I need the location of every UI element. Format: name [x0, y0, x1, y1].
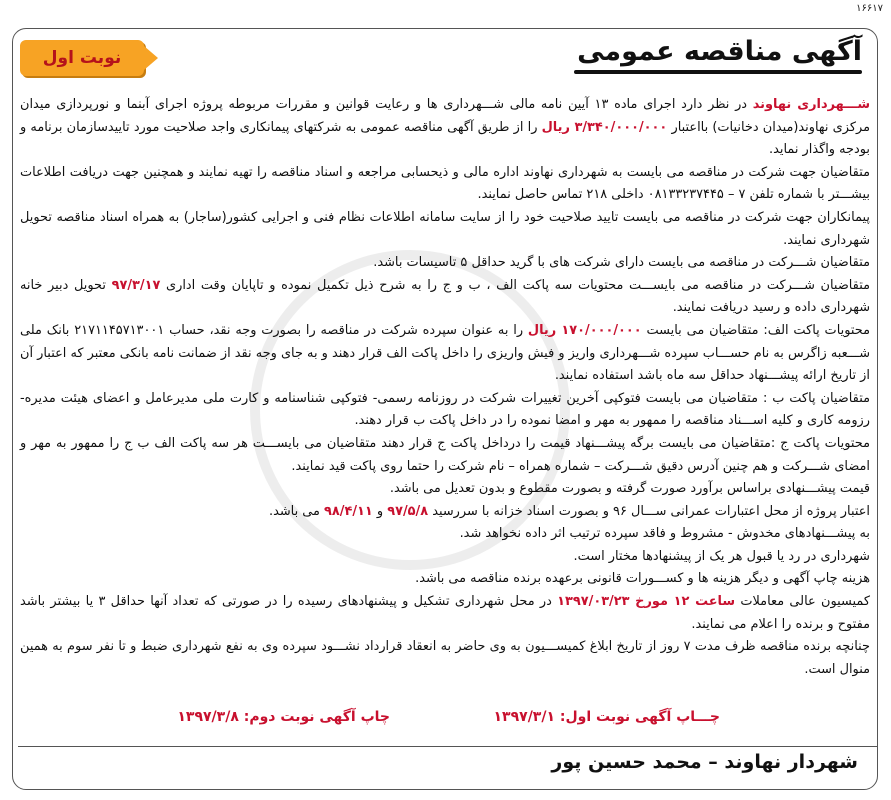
publish-dates	[20, 709, 870, 733]
paragraph-text: می باشد.	[269, 503, 325, 519]
ad-header	[20, 34, 872, 82]
highlighted-text: ۳/۳۴۰/۰۰۰/۰۰۰ ریال	[541, 119, 668, 135]
ad-paragraph	[20, 162, 870, 207]
ad-paragraph	[20, 568, 870, 591]
ad-paragraph	[20, 523, 870, 546]
signature-block	[18, 746, 878, 777]
ad-paragraph	[20, 501, 870, 524]
highlighted-text: ۹۸/۴/۱۱	[324, 503, 373, 519]
paragraph-text: هزینه چاپ آگهی و دیگر هزینه ها و کســـورات قانونی برعهده برنده مناقصه می باشد.	[415, 571, 870, 587]
signature-text: شهردار نهاوند – محمد حسین پور	[551, 751, 858, 773]
second-publish-date: چاپ آگهی نوبت دوم: ۱۳۹۷/۳/۸	[177, 709, 390, 725]
page-title: آگهی مناقصه عمومی	[577, 36, 862, 67]
highlighted-text: ۹۷/۳/۱۷	[111, 277, 161, 293]
highlighted-text: ۹۷/۵/۸	[387, 503, 429, 519]
ad-paragraph	[20, 546, 870, 569]
highlighted-text: ۱۷۰/۰۰۰/۰۰۰ ریال	[527, 322, 642, 338]
paragraph-text: قیمت پیشـــنهادی براساس برآورد صورت گرفته و بصورت مقطوع و بدون تعدیل می باشد.	[389, 481, 870, 497]
paragraph-text: متقاضیان شـــرکت در مناقصه می بایست دارای شرکت های با گرید حداقل ۵ تاسیسات باشد.	[373, 255, 870, 271]
ad-paragraph	[20, 478, 870, 501]
highlighted-text: ساعت ۱۲ مورخ ۱۳۹۷/۰۳/۲۳	[557, 594, 736, 610]
ad-paragraph	[20, 252, 870, 275]
paragraph-text: متقاضیان جهت شرکت در مناقصه می بایست به شهرداری نهاوند اداره مالی و ذیحسابی مراجعه و اسناد مناقصه را تهیه نمایند و همچنین جهت دریافت اطلاعات بیشـــتر با شماره تلفن ۷ – ۰۸۱۳۳۲۳۷۴۴۵ داخلی ۲۱۸ تماس حاصل نمایند.	[20, 164, 870, 203]
highlighted-text: شـــهرداری نهاوند	[752, 97, 870, 112]
paragraph-text: اعتبار پروژه از محل اعتبارات عمرانی ســـال ۹۶ و بصورت اسناد خزانه با سررسید	[428, 503, 870, 519]
paragraph-text: در نظر دارد اجرای ماده ۱۳ آیین نامه مالی شـــهرداری ها و رعایت قوانین و مقررات مربوطه پروژه اجرای آبنما و نورپردازی میدان مرکزی نهاوند(میدان دخانیات) بااعتبار	[20, 97, 870, 135]
paragraph-text: پیمانکاران جهت شرکت در مناقصه می بایست تایید صلاحیت خود را از سایت سامانه اطلاعات نظام فنی و اجرایی کشور(ساجار) به همراه اسناد مناقصه تحویل شهرداری نمایند.	[20, 209, 870, 248]
paragraph-text: محتویات پاکت ج :متقاضیان می بایست برگه پیشـــنهاد قیمت را درداخل پاکت ج قرار دهند متقاضیان می بایســـت هر سه پاکت الف ب ج را ممهور به مهر و امضای شـــرکت و هم چنین آدرس دقیق شـــرکت – شماره همراه – نام شرکت را حتما روی پاکت قید نمایند.	[20, 435, 870, 474]
round-badge	[20, 40, 144, 76]
ad-paragraph	[20, 94, 870, 162]
ad-code: ۱۶۶۱۷	[856, 3, 883, 14]
ad-paragraph	[20, 591, 870, 636]
paragraph-text: چنانچه برنده مناقصه ظرف مدت ۷ روز از تاریخ ابلاغ کمیســـیون به وی حاضر به انعقاد قرارداد نشـــود سپرده وی به نفع شهرداری ضبط و تا نفر سوم به همین منوال است.	[20, 639, 870, 677]
paragraph-text: را از طریق آگهی مناقصه عمومی به شرکتهای پیمانکاری واجد صلاحیت مورد تاییدسازمان برنامه و بودجه واگذار نماید.	[20, 119, 870, 158]
ad-paragraph	[20, 388, 870, 433]
paragraph-text: را به عنوان سپرده شرکت در مناقصه را بصورت وجه نقد، حساب ۲۱۷۱۱۴۵۷۱۳۰۰۱ بانک ملی شـــعبه زاگرس به نام حســـاب سپرده شـــهرداری واریز و فیش واریزی را داخل پاکت الف قرار دهند و به جای وجه نقد از ضمانت نامه بانکی معتبر که اعتبار آن از تاریخ ارائه پیشـــنهاد حداقل سه ماه باشد استفاده نمایند.	[20, 322, 870, 384]
paragraph-text: در محل شهرداری تشکیل و پیشنهادهای رسیده را در صورتی که تعداد آنها حداقل ۳ یا بیشتر باشد مفتوح و برنده را اعلام می نمایند.	[20, 594, 870, 632]
ad-paragraph	[20, 636, 870, 681]
paragraph-text: محتویات پاکت الف: متقاضیان می بایست	[641, 322, 870, 338]
title-underline	[574, 70, 862, 74]
ad-paragraph	[20, 207, 870, 252]
ad-paragraph	[20, 275, 870, 320]
ad-paragraph	[20, 320, 870, 388]
paragraph-text: متقاضیان پاکت ب : متقاضیان می بایست فتوکپی آخرین تغییرات شرکت در روزنامه رسمی- فتوکپی شناسنامه و کارت ملی مدیرعامل و اعضای هیئت مدیره- رزومه کاری و کلیه اســـناد مناقصه را ممهور به مهر و امضا نموده را در داخل پاکت ب قرار دهند.	[20, 390, 870, 429]
paragraph-text: متقاضیان شـــرکت در مناقصه می بایســـت محتویات سه پاکت الف ، ب و ج را به شرح ذیل تکمیل نموده و تاپایان وقت اداری	[160, 277, 871, 293]
first-publish-date: چـــاپ آگهی نوبت اول: ۱۳۹۷/۳/۱	[493, 709, 720, 725]
ad-body	[20, 94, 870, 681]
paragraph-text: کمیسیون عالی معاملات	[735, 594, 870, 610]
paragraph-text: تحویل دبیر خانه شهرداری داده و رسید دریافت نمایند.	[20, 277, 870, 316]
paragraph-text: شهرداری در رد یا قبول هر یک از پیشنهادها مختار است.	[573, 548, 870, 564]
ad-paragraph	[20, 433, 870, 478]
paragraph-text: به پیشـــنهادهای مخدوش - مشروط و فاقد سپرده ترتیب اثر داده نخواهد شد.	[459, 526, 870, 542]
round-badge-label: نوبت اول	[42, 48, 122, 68]
paragraph-text: و	[372, 503, 388, 519]
